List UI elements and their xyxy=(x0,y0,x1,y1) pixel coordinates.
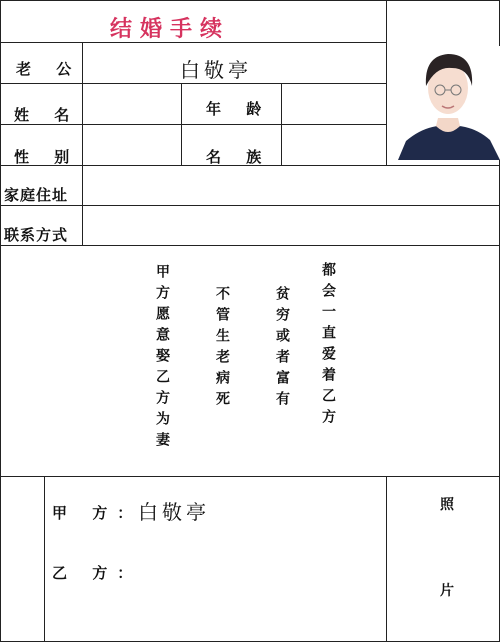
gender-field[interactable] xyxy=(83,125,180,164)
vow-column-4: 都会一直爱着乙方 xyxy=(320,262,336,430)
rule-contact-bottom xyxy=(0,245,500,246)
party-a-label: 甲 方： xyxy=(52,504,143,522)
rule-mid-col xyxy=(181,83,182,165)
age-label: 年 龄 xyxy=(206,100,272,118)
photo-label-bottom: 片 xyxy=(440,583,454,599)
vow-column-1: 甲方愿意娶乙方为妻 xyxy=(154,264,170,453)
rule-vows-bottom xyxy=(0,476,500,477)
ethnicity-label: 名 族 xyxy=(206,148,272,166)
ethnicity-field[interactable] xyxy=(282,125,385,164)
photo-label-top: 照 xyxy=(440,497,454,513)
vow-column-2: 不管生老病死 xyxy=(214,286,230,412)
form-title: 结婚手续 xyxy=(110,16,231,42)
rule-top xyxy=(0,0,500,1)
portrait-image xyxy=(396,46,500,160)
rule-sign-left xyxy=(44,476,45,642)
name-field[interactable] xyxy=(83,84,180,123)
husband-label: 老 公 xyxy=(16,60,82,78)
husband-name-value[interactable]: 白敬亭 xyxy=(180,58,252,82)
rule-sign-right xyxy=(386,476,387,642)
rule-left xyxy=(0,0,1,642)
address-label: 家庭住址 xyxy=(4,186,69,204)
contact-field[interactable] xyxy=(83,206,499,244)
name-label: 姓 名 xyxy=(14,106,80,124)
age-field[interactable] xyxy=(282,84,385,123)
vow-column-3: 贫穷或者富有 xyxy=(274,286,290,412)
contact-label: 联系方式 xyxy=(4,226,69,244)
address-field[interactable] xyxy=(83,166,499,204)
party-b-label: 乙 方： xyxy=(52,564,143,582)
party-b-signature-field[interactable] xyxy=(132,550,372,582)
portrait-photo xyxy=(396,46,500,160)
rule-photo-col xyxy=(386,0,387,165)
party-a-signature[interactable]: 白敬亭 xyxy=(138,500,210,524)
gender-label: 性 别 xyxy=(14,148,80,166)
